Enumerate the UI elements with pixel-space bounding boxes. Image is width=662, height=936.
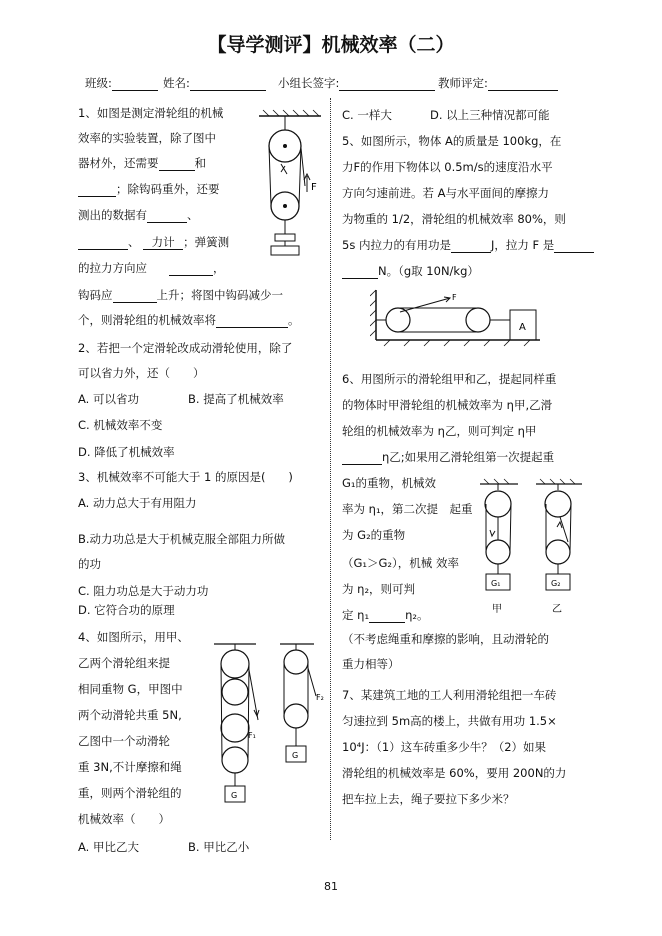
fig4-f1-label: F₁	[248, 731, 256, 740]
figure-pulley-jia-yi	[478, 478, 588, 620]
q5-line6: N。（g取 10N/kg）	[342, 264, 479, 279]
q1-line8: 钩码应 上升；将图中钩码减少一	[78, 288, 283, 302]
q4-option-c: C. 一样大	[342, 108, 392, 122]
q1-line4: ；除钩码重外，还要	[78, 182, 220, 197]
q2-option-a: A. 可以省功	[78, 392, 139, 406]
q6-line5: G₁的重物，机械效	[342, 476, 437, 490]
leader-field: 小组长签字:	[278, 76, 435, 91]
q4-option-d: D. 以上三种情况都可能	[430, 108, 550, 122]
q2-line2: 可以省力外，还（ ）	[78, 366, 205, 380]
q7-line3: 10⁴J：（1）这车砖重多少牛？（2）如果	[342, 740, 547, 754]
q4-option-b: B. 甲比乙小	[188, 840, 250, 854]
q5-line4: 为物重的 1/2，滑轮组的机械效率 80%，则	[342, 212, 566, 226]
q3-line1: 3、机械效率不可能大于 1 的原因是( )	[78, 470, 293, 484]
q4-option-a: A. 甲比乙大	[78, 840, 139, 854]
q4-line3: 相同重物 G，甲图中	[78, 682, 183, 696]
q3-option-b: B.动力功总是大于机械克服全部阻力所做	[78, 532, 286, 546]
q4-line5: 乙图中一个动滑轮	[78, 734, 170, 748]
q7-line2: 匀速拉到 5m高的楼上，共做有用功 1.5×	[342, 714, 557, 728]
fig6-jia-label: 甲	[492, 604, 502, 615]
fig1-force-label: F	[311, 182, 317, 193]
q5-line3: 方向匀速前进。若 A与水平面间的摩擦力	[342, 186, 550, 200]
fig4-f2-label: F₂	[316, 693, 324, 702]
q1-line1: 1、如图是测定滑轮组的机械	[78, 106, 224, 120]
fig4-g2-label: G	[292, 751, 299, 760]
q1-line5: 测出的数据有 、	[78, 208, 199, 222]
page-title: 【导学测评】机械效率（二）	[207, 34, 455, 56]
column-divider	[330, 98, 331, 840]
name-field: 姓名:	[163, 76, 266, 91]
q4-line6: 重 3N,不计摩擦和绳	[78, 760, 182, 774]
q1-line6: 、 力计 ；弹簧测	[78, 235, 229, 250]
q7-line1: 7、某建筑工地的工人利用滑轮组把一车砖	[342, 688, 557, 702]
q5-line2: 力F的作用下物体以 0.5m/s的速度沿水平	[342, 160, 553, 174]
teacher-field: 教师评定:	[438, 76, 558, 91]
q3-option-d: D. 它符合功的原理	[78, 603, 175, 617]
q2-option-b: B. 提高了机械效率	[188, 392, 284, 406]
figure-pulley-pair	[210, 640, 330, 810]
q7-line4: 滑轮组的机械效率是 60%，要用 200N的力	[342, 766, 567, 780]
q1-line9: 个，则滑轮组的机械效率将 。	[78, 313, 300, 327]
q2-line1: 2、若把一个定滑轮改成动滑轮使用，除了	[78, 341, 293, 355]
q7-line5: 把车拉上去，绳子要拉下多少米？	[342, 792, 515, 806]
q6-line12: 重力相等）	[342, 657, 400, 671]
page-number: 81	[324, 880, 338, 893]
q1-line3: 器材外，还需要 和	[78, 156, 206, 170]
q2-option-c: C. 机械效率不变	[78, 418, 163, 432]
fig6-g1-label: G₁	[491, 579, 501, 588]
q6-line1: 6、用图所示的滑轮组甲和乙，提起同样重	[342, 372, 557, 386]
q6-line4: η乙;如果用乙滑轮组第一次提起重	[342, 450, 554, 465]
fig6-yi-label: 乙	[552, 604, 562, 615]
q2-option-d: D. 降低了机械效率	[78, 445, 175, 459]
q4-line1: 4、如图所示，用甲、	[78, 630, 189, 644]
q6-line10: 定 η₁ η₂。	[342, 608, 429, 622]
q6-line9: 为 η₂，则可判	[342, 582, 416, 596]
class-field: 班级:	[85, 76, 158, 91]
q3-option-c: C. 阻力功总是大于动力功	[78, 584, 209, 598]
figure-pulley-test	[255, 108, 325, 268]
figure-horizontal-pulley	[370, 288, 545, 348]
q4-line8: 机械效率（ ）	[78, 812, 170, 826]
q5-line1: 5、如图所示，物体 A的质量是 100kg，在	[342, 134, 562, 148]
q4-line7: 重，则两个滑轮组的	[78, 786, 182, 800]
q6-line8: （G₁＞G₂），机械 效率	[342, 556, 459, 570]
fig4-g1-label: G	[231, 791, 238, 800]
fig6-g2-label: G₂	[551, 579, 561, 588]
q5-line5: 5s 内拉力的有用功是 J，拉力 F 是	[342, 238, 594, 253]
fig5-block-label: A	[519, 322, 526, 333]
fig5-force-label: F	[452, 293, 457, 302]
q1-line2: 效率的实验装置，除了图中	[78, 131, 216, 145]
q6-line2: 的物体时甲滑轮组的机械效率为 η甲,乙滑	[342, 398, 553, 412]
q3-option-a: A. 动力总大于有用阻力	[78, 496, 197, 510]
q6-line7: 为 G₂的重物	[342, 528, 406, 542]
q4-line4: 两个动滑轮共重 5N,	[78, 708, 182, 722]
q1-line7: 的拉力方向应 ，	[78, 261, 225, 275]
q6-line3: 轮组的机械效率为 η乙，则可判定 η甲	[342, 424, 537, 438]
q6-line11: （不考虑绳重和摩擦的影响，且动滑轮的	[342, 632, 549, 646]
q6-line6: 率为 η₁，第二次提 起重	[342, 502, 473, 516]
q3-option-b-cont: 的功	[78, 557, 101, 571]
q4-line2: 乙两个滑轮组来提	[78, 656, 170, 670]
